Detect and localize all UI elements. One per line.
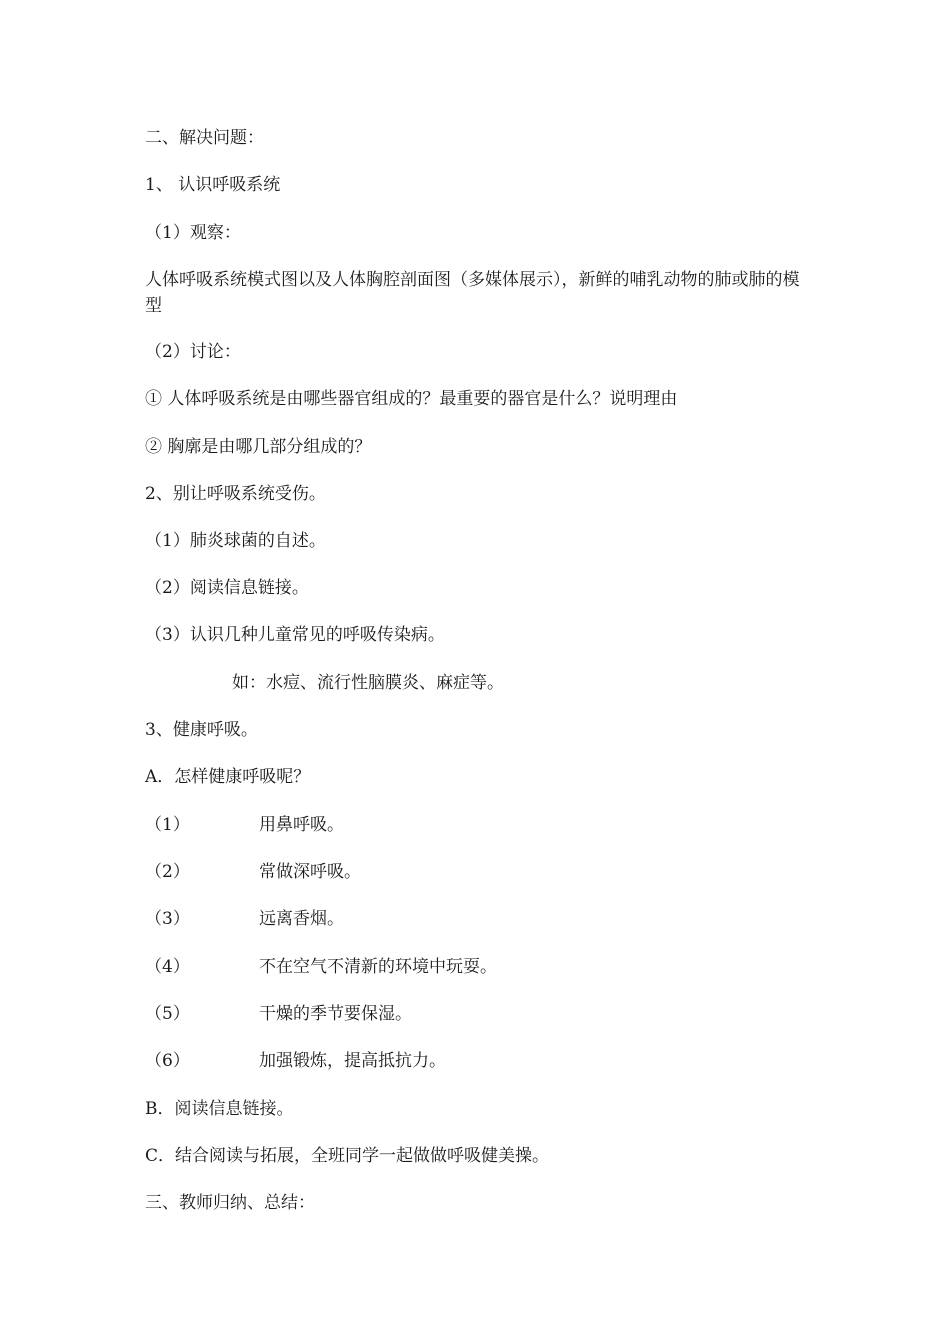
discussion-question-2: ② 胸廓是由哪几部分组成的？ [145,437,372,457]
part-b-heading: B．阅读信息链接。 [145,1099,294,1119]
list-item [145,955,497,979]
list-item-text: 加强锻炼，提高抵抗力。 [259,1051,446,1071]
discussion-question-1: ① 人体呼吸系统是由哪些器官组成的？最重要的器官是什么？说明理由 [145,389,678,409]
subsection-2-item-3: （3）认识几种儿童常见的呼吸传染病。 [145,625,445,645]
subsection-2-item-1: （1）肺炎球菌的自述。 [145,531,326,551]
list-item-number: （6） [145,1051,190,1071]
list-item [145,907,344,931]
part-c-heading: C．结合阅读与拓展，全班同学一起做做呼吸健美操。 [145,1146,550,1166]
list-item [145,860,361,884]
list-item-number: （5） [145,1004,190,1024]
list-item [145,1002,412,1026]
subsection-1-title: 1、 认识呼吸系统 [145,175,281,195]
list-item-number: （1） [145,815,190,835]
observe-text: 人体呼吸系统模式图以及人体胸腔剖面图（多媒体展示），新鲜的哺乳动物的肺或肺的模型 [145,270,800,316]
list-item [145,1049,446,1073]
list-item-text: 用鼻呼吸。 [259,815,344,835]
list-item-text: 干燥的季节要保湿。 [259,1004,412,1024]
list-item-number: （4） [145,957,190,977]
list-item [145,813,344,837]
list-item-text: 不在空气不清新的环境中玩耍。 [259,957,497,977]
list-item-text: 常做深呼吸。 [259,862,361,882]
list-item-number: （3） [145,909,190,929]
part-a-heading: A．怎样健康呼吸呢？ [145,767,311,787]
observe-label: （1）观察： [145,223,241,243]
subsection-2-title: 2、别让呼吸系统受伤。 [145,484,326,504]
list-item-number: （2） [145,862,190,882]
section-2-heading: 二、解决问题： [145,128,264,148]
discuss-label: （2）讨论： [145,342,241,362]
disease-examples: 如：水痘、流行性脑膜炎、麻症等。 [232,673,504,693]
section-3-heading: 三、教师归纳、总结： [145,1193,315,1213]
subsection-2-item-2: （2）阅读信息链接。 [145,578,309,598]
list-item-text: 远离香烟。 [259,909,344,929]
subsection-3-title: 3、健康呼吸。 [145,720,258,740]
